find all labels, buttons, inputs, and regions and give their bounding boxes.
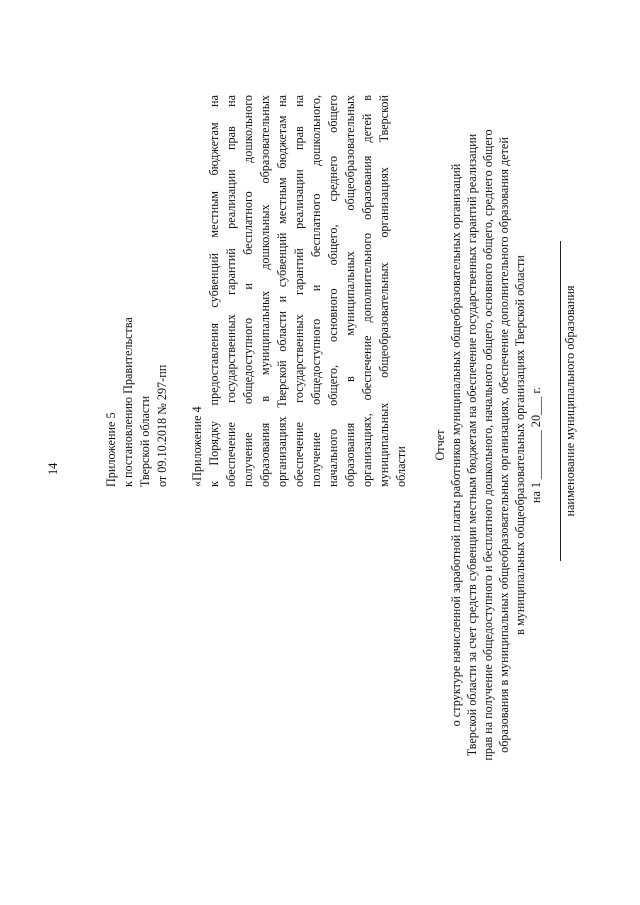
appendix-4-line-10: организациях, обеспечение дополнительного образования детей в — [360, 95, 374, 487]
appendix-4-line-7: получение общедоступного и бесплатного дошкольного, — [309, 95, 323, 487]
appendix-4-line-8: начального общего, основного общего, среднего общего — [326, 95, 340, 487]
report-title: Отчет — [433, 429, 447, 461]
report-line-1: о структуре начисленной заработной платы работников муниципальных общеобразовательных организаций — [449, 163, 463, 727]
report-line-5: в муниципальных общеобразовательных организациях Тверской области — [513, 255, 527, 635]
appendix-4-line-6: обеспечение государственных гарантий реализации прав на — [292, 95, 306, 487]
appendix-4-title: «Приложение 4 — [190, 406, 204, 487]
report-date-line: на 1 ________ 20___ г. — [529, 386, 543, 504]
report-line-3: прав на получение общедоступного и бесплатного дошкольного, начального общего, основного общего, среднего общего — [481, 129, 495, 761]
appendix-4-line-12: области — [394, 446, 408, 487]
report-line-2: Тверской области за счет средств субвенции местным бюджетам на обеспечение государственных гарантий реализации — [465, 133, 479, 757]
municipality-underline — [560, 241, 561, 561]
appendix-4-line-1: к Порядку предоставления субвенций местным бюджетам на — [207, 95, 221, 487]
appendix-4-line-3: получение общедоступного и бесплатного дошкольного — [241, 95, 255, 487]
appendix-4-line-4: образования в муниципальных дошкольных образовательных — [258, 95, 272, 487]
appendix-4-line-5: организациях Тверской области и субвенций местным бюджетам на — [275, 95, 289, 487]
appendix-4-line-9: образования в муниципальных общеобразовательных — [343, 95, 357, 487]
appendix-4-line-11: муниципальных общеобразовательных организациях Тверской — [377, 95, 391, 487]
appendix-5-line-1: Приложение 5 — [104, 412, 118, 487]
report-line-4: образования в муниципальных общеобразовательных организациях, обеспечение дополнительного образования детей — [497, 137, 511, 753]
appendix-4-line-2: обеспечение государственных гарантий реализации прав на — [224, 95, 238, 487]
appendix-5-line-4: от 09.10.2018 № 297-пп — [155, 364, 169, 487]
appendix-5-line-2: к постановлению Правительства — [121, 317, 135, 487]
page-number: 14 — [46, 462, 60, 475]
appendix-5-line-3: Тверской области — [138, 395, 152, 487]
municipality-caption: наименование муниципального образования — [563, 285, 577, 517]
